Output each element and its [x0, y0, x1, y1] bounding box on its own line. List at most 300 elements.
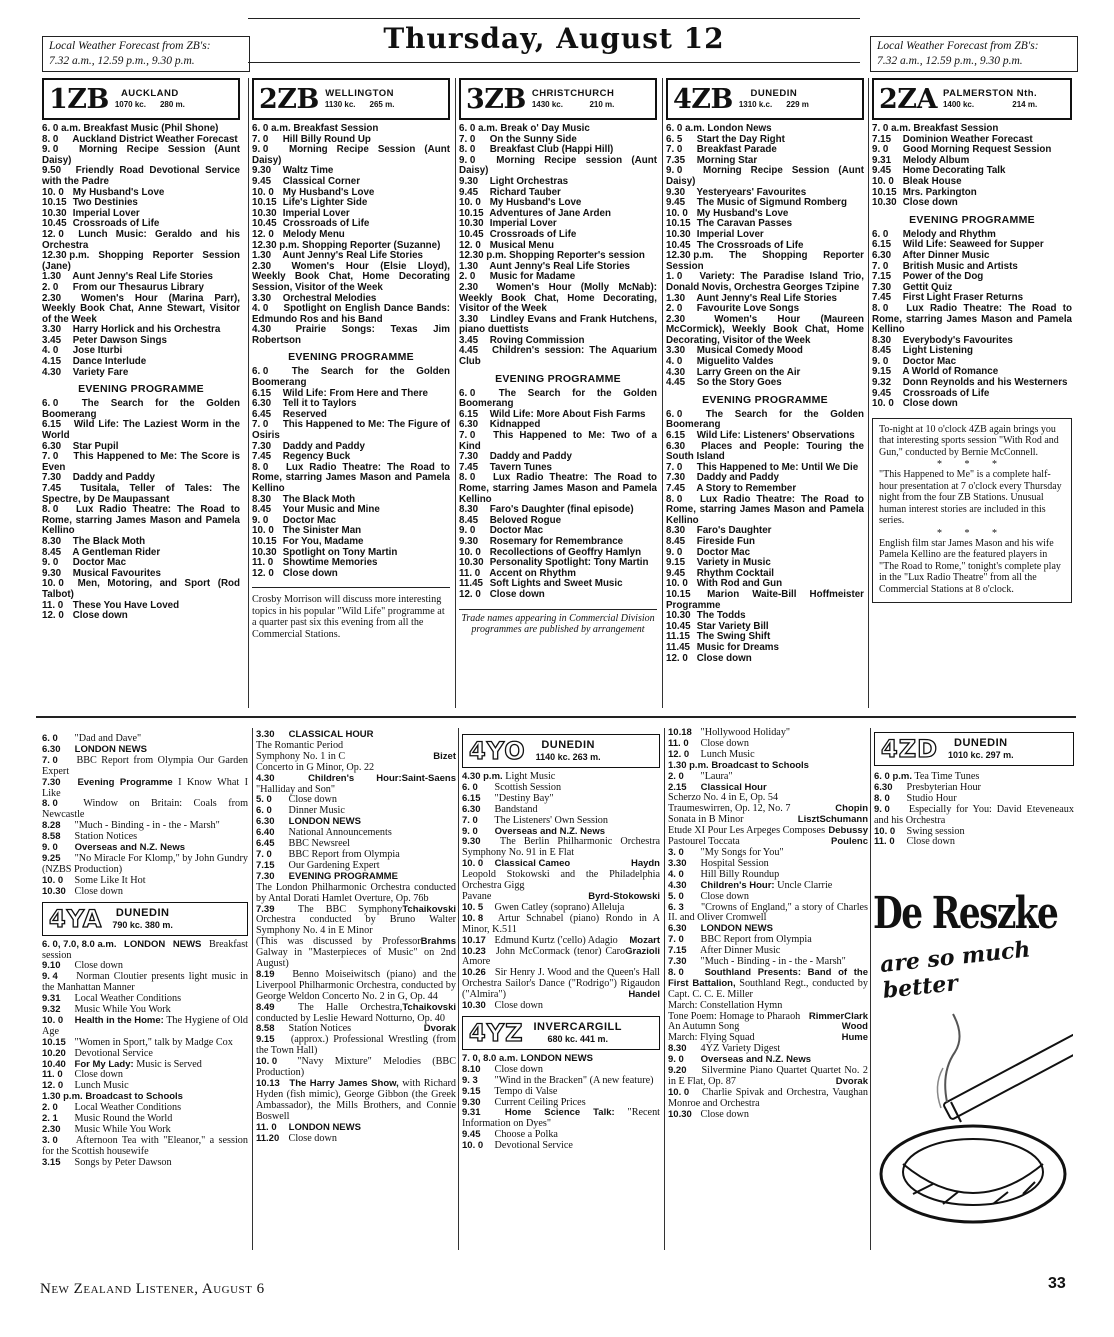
programme-title: Yesteryears' Favourites	[696, 186, 807, 198]
programme-time: 10.30	[462, 1000, 486, 1012]
programme-title: Hill Billy Round Up	[282, 133, 371, 145]
programme-title: Light Orchestras	[489, 175, 569, 187]
programme-time: 9.50	[42, 165, 62, 177]
composer-name: Tchaikovski	[402, 903, 456, 915]
programme-time: 2. 0	[42, 1102, 58, 1114]
composer-name: Tchaikovski	[402, 1001, 456, 1013]
column-divider	[664, 728, 665, 1250]
programme-title: Classical Hour	[700, 781, 767, 793]
programme-title: Edmund Kurtz ('cello) Adagio	[494, 934, 618, 946]
station-4zb-column	[666, 78, 864, 664]
programme-time: 10.15	[42, 1036, 66, 1048]
programme-title: For You, Madame	[282, 535, 364, 547]
programme-time: 3.45	[459, 334, 479, 346]
programme-time: 4.30	[42, 366, 62, 378]
programme-title: "Wind in the Bracken" (A new feature)	[494, 1074, 654, 1086]
programme-title: "Much - Binding - in - the - Marsh"	[74, 820, 220, 832]
programme-time: 8.30	[459, 504, 479, 516]
programme-title: This Happened to Me: The Score is Even	[42, 451, 240, 473]
lower-column-5	[874, 728, 1074, 848]
programme-title: Star Variety Bill	[696, 620, 769, 632]
programme-time: 4.30	[668, 879, 687, 891]
programme-time: 6.45	[252, 408, 272, 420]
programme-title: Classical Corner	[282, 175, 361, 187]
programme-title: Swing session	[906, 825, 965, 837]
programme-time: 11. 0	[668, 737, 689, 749]
programme-time: 6. 0, 7.0, 8.0 a.m.	[42, 938, 117, 950]
lower-column-3	[462, 730, 660, 1152]
programme-time: 11. 0	[256, 1121, 277, 1133]
programme-time: 7. 0	[42, 754, 58, 766]
programme-title: Etude XI Pour Les Arpeges Composes	[668, 825, 826, 837]
programme-time: 10.15	[252, 197, 277, 209]
composer-name: Poulenc	[831, 836, 868, 848]
programme-time: 10. 0	[666, 207, 688, 219]
programme-time: 8. 0	[668, 966, 684, 978]
programme-title: Close down	[74, 960, 123, 972]
programme-time: 10.30	[666, 610, 691, 622]
programme-time: 4.45	[666, 377, 686, 389]
programme-time: 1.30 p.m.	[668, 759, 709, 771]
programme-time: 9.20	[668, 1065, 687, 1077]
programme-time: 4.30	[666, 366, 686, 378]
programme-time: 8.45	[666, 535, 686, 547]
programme-time: 9.30	[252, 165, 272, 177]
programme-title: Health in the Home: The Hygiene of Old Age	[42, 1014, 248, 1037]
programme-time: 10. 0	[462, 1140, 484, 1152]
programme-title: Soft Lights and Sweet Music	[489, 578, 623, 590]
programme-time: 7.39	[256, 903, 275, 915]
programme-title: "Laura"	[700, 770, 733, 782]
programme-title: Faro's Daughter (final episode)	[489, 504, 634, 516]
programme-title: Recollections of Geoffry Hamlyn	[489, 546, 642, 558]
programme-time: 2.30	[42, 292, 62, 304]
programme-title: Music While You Work	[74, 1004, 171, 1016]
programme-title: Music for Dreams	[696, 641, 779, 653]
programme-title: LONDON NEWS	[288, 816, 361, 828]
programme-title: Miguelito Valdes	[696, 356, 774, 368]
programme-time: 9. 0	[666, 165, 683, 177]
programme-item	[459, 590, 657, 601]
programme-title: Variety in Music	[696, 557, 771, 569]
programme-item	[256, 1035, 456, 1057]
programme-title: Broadcast to Schools	[711, 759, 809, 771]
advert-brand: De Reszke	[873, 888, 1058, 939]
programme-item	[256, 970, 456, 1003]
programme-title: The Search for the Golden Boomerang	[42, 398, 240, 420]
programme-time: 12. 0	[252, 228, 274, 240]
programme-time: 9.30	[462, 836, 481, 848]
programme-time: 9.45	[666, 567, 686, 579]
programme-item	[252, 145, 450, 166]
programme-time: 6.30	[252, 398, 272, 410]
programme-item	[666, 251, 864, 272]
programme-title: (approx.) Professional Wrestling (from the Town Hall)	[256, 1034, 457, 1057]
programme-title: Morning Recipe Session (Aunt Daisy)	[666, 165, 864, 187]
programme-title: Close down	[74, 1069, 123, 1081]
programme-time: 7.30	[252, 440, 272, 452]
programme-time: 6. 0	[42, 733, 58, 744]
programme-time: 3.30	[666, 345, 686, 357]
programme-title: Doctor Mac	[489, 525, 544, 537]
programme-item	[666, 166, 864, 187]
programme-item	[256, 1134, 456, 1145]
programme-item	[42, 1136, 248, 1158]
programme-item	[668, 761, 868, 772]
programme-title: The Caravan Passes	[696, 218, 793, 230]
programme-item	[42, 799, 248, 821]
programme-title: Songs by Peter Dawson	[74, 1156, 172, 1168]
programme-time: 7.15	[256, 859, 275, 871]
lower-column-4	[668, 728, 868, 1121]
programme-item	[42, 756, 248, 778]
programme-time: 4.30	[256, 772, 275, 784]
programme-title: Lux Radio Theatre: The Road to Rome, starring James Mason and Pamela Kellino	[459, 472, 657, 505]
programme-title: Imperial Lover	[489, 218, 557, 230]
programme-item	[42, 230, 240, 251]
station-city: AUCKLAND	[120, 88, 179, 99]
programme-title: Benno Moiseiwitsch (piano) and the Liverpool Philharmonic Orchestra, conducted by George Weldon Concerto No. 2 in G, Op. 44	[256, 968, 456, 1002]
programme-item	[872, 399, 1072, 410]
programme-title: Imperial Lover	[696, 228, 764, 240]
composer-name: Byrd-Stokowski	[588, 890, 660, 902]
programme-title: A World of Romance	[902, 366, 999, 378]
programme-time: 7. 0 a.m.	[872, 123, 911, 134]
programme-time: 9. 0	[42, 144, 59, 156]
programme-title: My Husband's Love	[282, 186, 375, 198]
station-header	[872, 78, 1072, 120]
programme-title: Overseas and N.Z. News	[700, 1054, 811, 1066]
programme-title: National Announcements	[288, 827, 392, 839]
programme-title: Close down	[74, 885, 123, 897]
programme-item	[252, 569, 450, 580]
programme-time: 9. 0	[252, 144, 269, 156]
programme-item	[874, 837, 1074, 848]
programme-time: 9. 0	[666, 546, 683, 558]
programme-item	[666, 272, 864, 293]
programme-title: LONDON NEWS Breakfast session	[42, 938, 248, 961]
programme-time: 6.30	[872, 249, 892, 261]
programme-title: LONDON NEWS	[74, 743, 147, 755]
programme-time: 3.30	[668, 857, 687, 869]
programme-time: 10. 0	[42, 186, 64, 198]
programme-item	[666, 378, 864, 389]
programme-time: 8.58	[256, 1023, 275, 1035]
evening-programme-heading: EVENING PROGRAMME	[288, 351, 414, 364]
programme-title: The Sinister Man	[282, 525, 362, 537]
programme-title: "Much - Binding - in - the - Marsh"	[700, 956, 846, 968]
programme-time: 6.30	[42, 440, 62, 452]
programme-title: Devotional Service	[74, 1047, 153, 1059]
programme-time: 2. 0	[666, 303, 683, 315]
programme-item	[42, 166, 240, 187]
programme-title: Close down	[489, 588, 545, 600]
programme-time: 10.30	[668, 1108, 692, 1120]
programme-item	[42, 778, 248, 800]
zb-notes-box	[872, 418, 1072, 604]
programme-item	[666, 654, 864, 665]
composer-name: Mozart	[629, 934, 660, 946]
programme-title: Crossroads of Life	[72, 218, 160, 230]
programme-title: Close down	[494, 1000, 543, 1012]
programme-title: Accent on Rhythm	[489, 567, 576, 579]
programme-time: 1. 0	[666, 271, 683, 283]
programme-title: Places and People: Touring the South Island	[666, 440, 864, 463]
programme-item	[459, 315, 657, 336]
programme-time: 9. 0	[459, 525, 476, 537]
programme-time: 3.30	[256, 729, 275, 740]
programme-time: 8.45	[872, 345, 892, 357]
programme-title: Our Gardening Expert	[288, 859, 380, 871]
programme-item	[42, 420, 240, 441]
programme-item	[666, 590, 864, 611]
programme-title: The Search for the Golden Boomerang	[252, 366, 450, 389]
programme-time: 11.15	[666, 631, 690, 643]
station-callsign: 4YA	[49, 904, 103, 933]
programme-time: 6.30	[666, 440, 686, 452]
programme-time: 10. 0	[256, 1056, 278, 1068]
title-rule-top	[248, 18, 860, 19]
programme-title: Everybody's Favourites	[902, 334, 1013, 346]
programme-title: Spotlight on Tony Martin	[282, 546, 398, 558]
programme-title: 4YZ Variety Digest	[700, 1043, 781, 1055]
programme-title: The Shopping Reporter Session	[666, 250, 864, 272]
programme-title: Your Music and Mine	[282, 504, 380, 516]
programme-item	[462, 1001, 660, 1012]
programme-time: 6.30	[874, 781, 893, 793]
programme-time: 6.30	[462, 803, 481, 815]
station-header	[459, 78, 657, 120]
programme-title: These You Have Loved	[72, 599, 180, 611]
column-divider	[458, 728, 459, 1250]
programme-title: Window on Britain: Coals from Newcastle	[42, 798, 248, 821]
programme-time: 9.30	[462, 1096, 481, 1108]
programme-title: Bleak House	[902, 175, 962, 187]
programme-title: Lux Radio Theatre: The Road to Rome, starring James Mason and Pamela Kellino	[42, 504, 240, 537]
programme-time: 6. 0	[459, 387, 476, 399]
programme-title: Peter Dawson Sings	[72, 334, 167, 346]
programme-time: 6. 0	[462, 781, 478, 793]
programme-title: Jose Iturbi	[72, 345, 123, 357]
programme-item	[42, 294, 240, 326]
programme-time: 10. 8	[462, 912, 484, 924]
composer-name: Wood	[841, 1021, 868, 1033]
programme-item	[252, 325, 450, 346]
programme-title: Broadcast to Schools	[85, 1091, 183, 1103]
programme-time: 10.40	[42, 1058, 66, 1070]
programme-time: 7. 0	[666, 461, 683, 473]
programme-time: 12. 0	[459, 588, 481, 600]
programme-title: Studio Hour	[906, 792, 957, 804]
programme-title: Favourite Love Songs	[696, 303, 800, 315]
programme-title: Aunt Jenny's Real Life Stories	[489, 260, 630, 272]
programme-title: Hospital Session	[700, 857, 769, 869]
programme-title: Adventures of Jane Arden	[489, 207, 611, 219]
programme-item	[666, 442, 864, 463]
programme-time: 12. 0	[252, 567, 274, 579]
programme-title: Pastourel Toccata	[668, 836, 740, 848]
programme-time: 10.30	[252, 207, 277, 219]
station-callsign: 4YO	[469, 737, 526, 765]
programme-title: Some Like It Hot	[74, 874, 146, 886]
programme-item	[459, 346, 657, 367]
station-callsign: 4ZD	[881, 735, 939, 763]
programme-time: 10.15	[666, 588, 691, 600]
programme-item	[668, 881, 868, 892]
programme-time: 8. 0	[42, 798, 58, 810]
programme-title: Norman Cloutier presents light music in the Manhattan Manner	[42, 971, 249, 994]
note-paragraph: To-night at 10 o'clock 4ZB again brings you that interesting sports session "With Rod and Gun," conducted by Bernie McConnell.	[879, 423, 1059, 458]
programme-title: Devotional Service	[494, 1140, 573, 1152]
programme-title: Sir Henry J. Wood and the Queen's Hall Orchestra Sailor's Dance ("Rodrigo") Rigaudon ("Almira")	[462, 967, 661, 1001]
programme-time: 10.13	[256, 1078, 280, 1089]
station-city: INVERCARGILL	[533, 1020, 622, 1033]
4ya-schedule-list	[42, 940, 248, 1169]
programme-item	[252, 463, 450, 495]
programme-time: 10.15	[459, 207, 484, 219]
programme-time: 11. 0	[42, 599, 64, 611]
programme-time: 7.45	[666, 483, 686, 494]
programme-title: Overseas and N.Z. News	[494, 825, 605, 837]
programme-time: 8. 0	[42, 504, 59, 516]
programme-title: Melody Album	[902, 154, 970, 166]
lower-column-2	[256, 730, 456, 1144]
programme-time: 12. 0	[668, 748, 690, 760]
programme-time: 12.30 p.m.	[252, 239, 300, 251]
programme-time: 11. 0	[459, 567, 481, 579]
programme-time: 9.31	[42, 993, 61, 1005]
programme-title: Crossroads of Life	[902, 387, 990, 399]
programme-time: 4. 0	[252, 303, 269, 315]
station-frequency: 790 kc. 380 m.	[112, 919, 173, 930]
programme-title: Close down	[700, 1108, 749, 1120]
programme-item	[872, 304, 1072, 336]
programme-time: 8.30	[252, 493, 272, 505]
programme-title: Local Weather Conditions	[74, 993, 182, 1005]
programme-title: Scherzo No. 4 in E, Op. 54	[668, 792, 779, 804]
programme-item	[42, 887, 248, 898]
programme-time: 7. 0	[668, 934, 684, 946]
programme-time: 3. 0	[42, 1134, 58, 1146]
programme-item	[462, 1141, 660, 1152]
station-callsign: 3ZB	[466, 83, 526, 115]
programme-time: 10. 0	[874, 825, 896, 837]
programme-title: The Berlin Philharmonic Orchestra Symphony No. 91 in E Flat	[462, 836, 660, 859]
programme-time: 6.30	[668, 923, 687, 935]
column-divider	[868, 78, 869, 708]
composer-name: Dvorak	[423, 1023, 456, 1035]
programme-title: Kidnapped	[489, 419, 541, 431]
programme-title: Overseas and N.Z. News	[74, 842, 185, 854]
programme-time: 10. 0	[42, 578, 64, 590]
programme-time: 1.30	[42, 271, 62, 283]
programme-time: 12. 0	[459, 239, 481, 251]
programme-title: Shopping Reporter (Suzanne)	[302, 239, 441, 251]
programme-time: 7.30	[666, 472, 686, 484]
advert-slogan: are so much better	[878, 936, 1032, 1004]
composer-name: Debussy	[828, 825, 868, 837]
programme-title: "Crowns of England," a story of Charles II. and Oliver Cromwell	[668, 901, 869, 924]
programme-time: 7. 0	[252, 419, 269, 431]
programme-time: 8.10	[462, 1063, 481, 1075]
programme-title: Variety Fare	[72, 366, 129, 378]
programme-item	[252, 304, 450, 325]
programme-title: Scottish Session	[494, 781, 562, 793]
station-kc: 1310 k.c.	[738, 100, 773, 109]
page-number: 33	[1048, 1275, 1066, 1292]
programme-time: 9. 0	[252, 514, 269, 526]
programme-title: Wild Life: Listeners' Observations	[696, 430, 855, 442]
programme-time: 2.15	[668, 781, 687, 793]
programme-item	[668, 1088, 868, 1110]
station-kc: 1430 kc.	[531, 100, 563, 109]
programme-time: 9.10	[42, 960, 61, 972]
programme-title: London News	[707, 123, 772, 134]
programme-title: Afternoon Tea with "Eleanor," a session for the Scottish housewife	[42, 1134, 248, 1157]
programme-title: Silvermine Piano Quartet Quartet No. 2 in E Flat, Op. 87	[668, 1065, 868, 1087]
programme-time: 10.17	[462, 934, 486, 946]
programme-title: "Dad and Dave"	[74, 733, 142, 744]
programme-title: This Happened to Me: Two of a Kind	[459, 430, 657, 452]
programme-title: Artur Schnabel (piano) Rondo in A Minor, K.511	[462, 912, 661, 935]
programme-title: Tavern Tunes	[489, 461, 552, 473]
programme-title: Concerto in G Minor, Op. 22	[256, 761, 375, 773]
station-kc: 1400 kc.	[942, 100, 975, 109]
programme-item	[42, 145, 240, 166]
station-frequency: 1010 kc. 297 m.	[948, 750, 1014, 760]
programme-time: 6.30	[256, 816, 275, 828]
programme-title: The Crossroads of Life	[696, 239, 804, 251]
programme-title: The Black Moth	[282, 493, 356, 505]
composer-name: Schumann	[819, 814, 868, 826]
programme-time: 7.15	[668, 945, 687, 957]
page-title: Thursday, August 12	[383, 22, 725, 55]
programme-title: Music for Madame	[489, 271, 576, 283]
station-header	[42, 78, 240, 120]
programme-time: 9.45	[252, 175, 272, 187]
programme-title: Daddy and Paddy	[72, 472, 155, 484]
station-2za-column	[872, 78, 1072, 603]
station-header	[666, 78, 864, 120]
programme-time: 10. 0	[668, 1086, 690, 1098]
programme-title: Two Destinies	[72, 197, 138, 209]
programme-time: 9.45	[872, 165, 892, 177]
station-4ya-header	[42, 902, 248, 936]
programme-time: 11.45	[666, 641, 690, 653]
programme-title: "Hollywood Holiday"	[700, 727, 791, 738]
programme-title: Morning Recipe session (Aunt Daisy)	[459, 154, 657, 177]
programme-time: 2.30	[252, 260, 272, 272]
programme-time: 10.20	[42, 1047, 66, 1059]
programme-title: "No Miracle For Klomp," by John Gundry (NZBS Production)	[42, 852, 248, 875]
programme-item	[42, 579, 240, 600]
programme-title: With Rod and Gun	[696, 578, 783, 590]
note-paragraph: English film star James Mason and his wife Pamela Kellino are the featured players in "The Road to Rome," tonight's complete play in the "Lux Radio Theatre" from all the Commercial Stations at 8 o'clock.	[879, 537, 1061, 595]
programme-time: 6.40	[256, 827, 275, 839]
programme-time: 10.23	[462, 945, 486, 957]
programme-title: CLASSICAL HOUR	[288, 729, 374, 740]
programme-time: 10.30	[872, 197, 897, 209]
programme-title: Aunt Jenny's Real Life Stories	[282, 250, 423, 262]
programme-time: 9. 0	[42, 842, 58, 854]
programme-time: 7. 0	[459, 430, 476, 442]
programme-title: Tone Poem: Homage to Pharaoh	[668, 1010, 801, 1022]
programme-time: 9.45	[462, 1129, 481, 1141]
programme-time: 11. 0	[252, 557, 274, 569]
programme-title: Friendly Road Devotional Service with the Padre	[42, 165, 240, 187]
programme-time: 7. 0	[462, 814, 478, 826]
programme-time: 6. 0 p.m.	[874, 771, 913, 782]
